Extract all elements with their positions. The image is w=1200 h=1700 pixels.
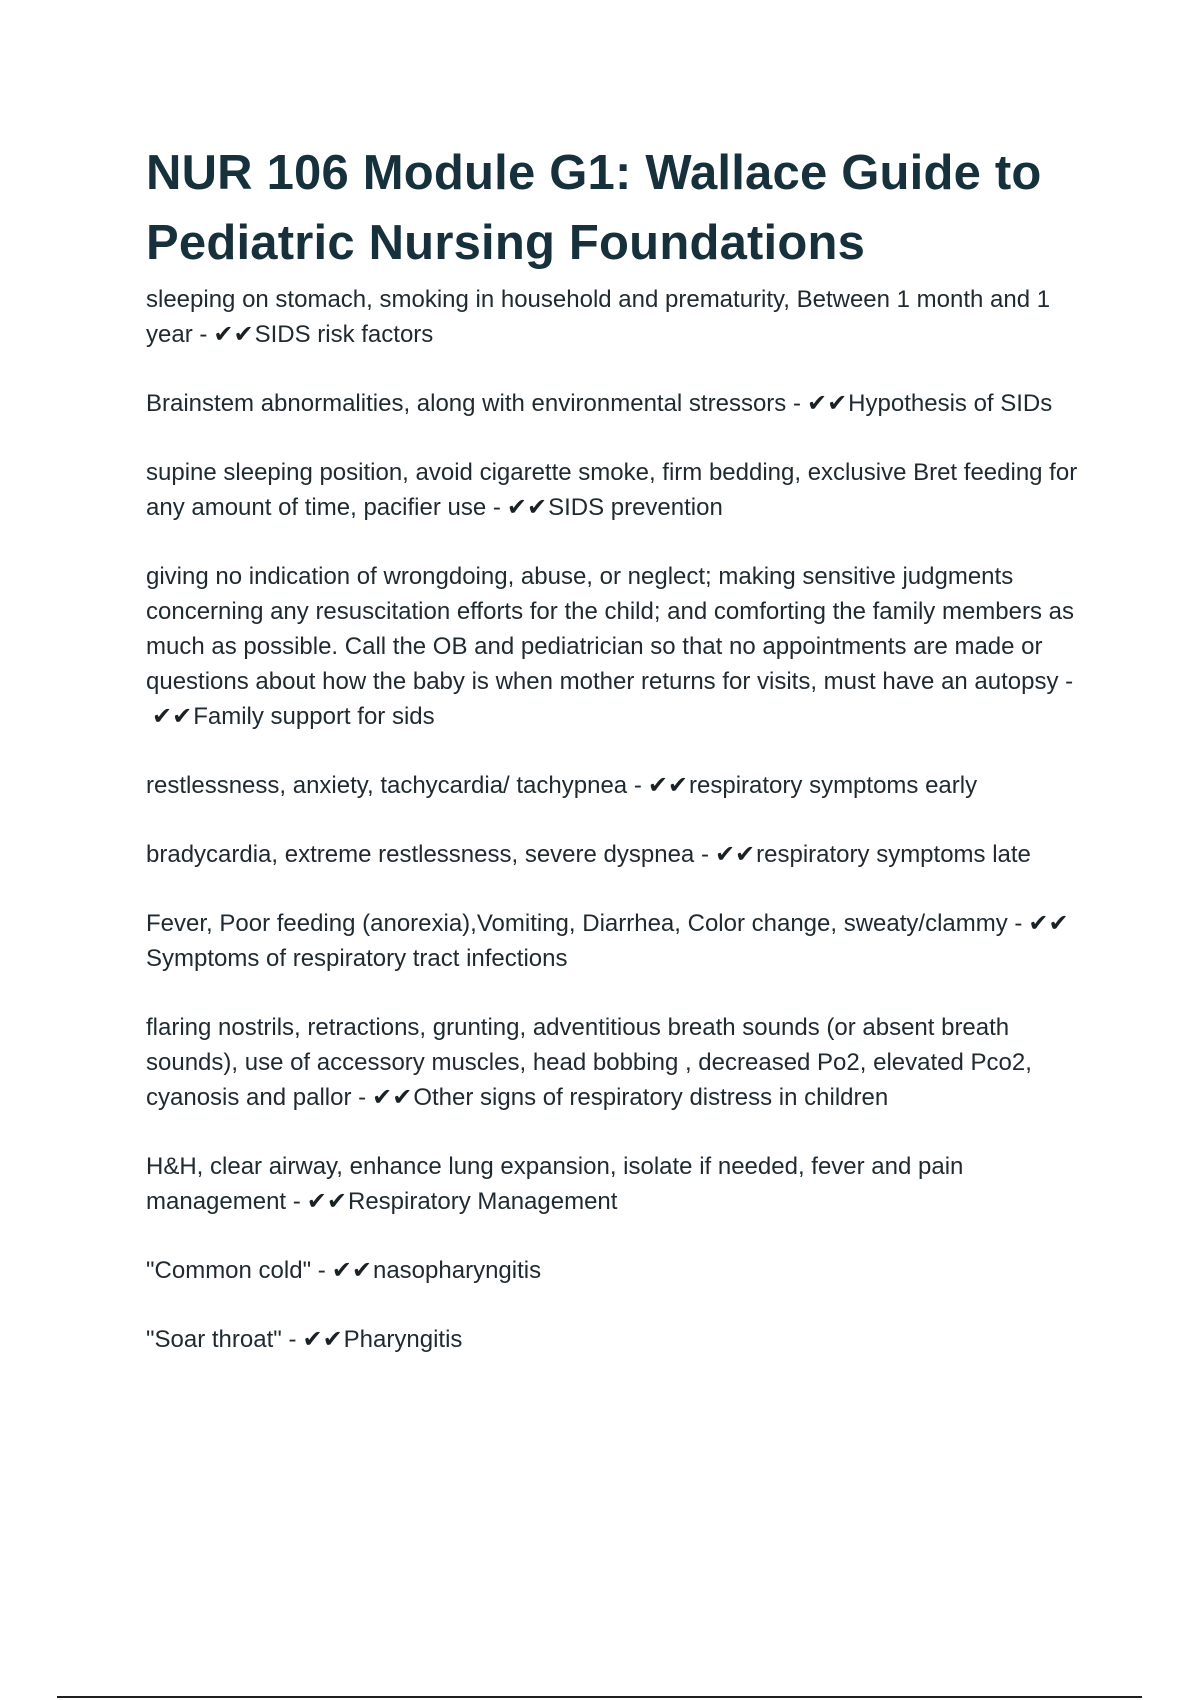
qa-prompt: "Soar throat" <box>146 1326 282 1353</box>
qa-prompt: "Common cold" <box>146 1257 312 1284</box>
qa-prompt: flaring nostrils, retractions, grunting, adventitious breath sounds (or absent breath sounds), use of accessory muscles, head bobbing , decreased Po2, elevated Pco2, cyanosis and pallor <box>146 1014 1032 1111</box>
qa-item <box>146 1322 1096 1357</box>
qa-answer: SIDS prevention <box>548 494 723 521</box>
qa-separator: - <box>633 772 642 799</box>
qa-separator: - <box>288 1326 297 1353</box>
double-check-icon: ✔✔ <box>302 1326 343 1353</box>
document-page <box>146 138 1096 1391</box>
double-check-icon: ✔✔ <box>806 390 848 417</box>
qa-answer: respiratory symptoms early <box>689 772 978 799</box>
qa-answer: Respiratory Management <box>347 1188 618 1215</box>
qa-answer: Family support for sids <box>193 703 435 730</box>
qa-answer: respiratory symptoms late <box>756 841 1031 868</box>
qa-list <box>146 282 1096 1357</box>
qa-separator: - <box>1065 668 1074 695</box>
qa-separator: - <box>492 494 501 521</box>
qa-prompt: bradycardia, extreme restlessness, severe dyspnea <box>146 841 695 868</box>
qa-separator: - <box>292 1188 301 1215</box>
qa-answer: Other signs of respiratory distress in children <box>413 1084 889 1111</box>
footer-divider <box>57 1696 1142 1698</box>
qa-prompt: Fever, Poor feeding (anorexia),Vomiting, Diarrhea, Color change, sweaty/clammy <box>146 910 1008 937</box>
qa-separator: - <box>317 1257 326 1284</box>
qa-item <box>146 1149 1096 1219</box>
qa-item <box>146 768 1096 803</box>
double-check-icon: ✔✔ <box>331 1257 372 1284</box>
qa-answer: Symptoms of respiratory tract infections <box>146 945 568 972</box>
qa-item <box>146 455 1096 525</box>
qa-prompt: restlessness, anxiety, tachycardia/ tachypnea <box>146 772 628 799</box>
double-check-icon: ✔✔ <box>152 703 193 730</box>
double-check-icon: ✔✔ <box>647 772 689 799</box>
qa-answer: Pharyngitis <box>343 1326 463 1353</box>
double-check-icon: ✔✔ <box>506 494 548 521</box>
double-check-icon: ✔✔ <box>372 1084 413 1111</box>
qa-answer: SIDS risk factors <box>254 321 434 348</box>
qa-separator: - <box>358 1084 367 1111</box>
qa-prompt: giving no indication of wrongdoing, abuse, or neglect; making sensitive judgments concerning any resuscitation efforts for the child; and comforting the family members as much as possible. Call the OB and pediatrician so that no appointments are made or questions about how the baby is when mother returns for visits, must have an autopsy <box>146 563 1074 695</box>
qa-prompt: Brainstem abnormalities, along with environmental stressors <box>146 390 787 417</box>
qa-item <box>146 1010 1096 1115</box>
double-check-icon: ✔✔ <box>1028 910 1069 937</box>
qa-separator: - <box>1014 910 1023 937</box>
qa-separator: - <box>700 841 709 868</box>
qa-item <box>146 837 1096 872</box>
double-check-icon: ✔✔ <box>213 321 254 348</box>
qa-prompt: H&H, clear airway, enhance lung expansion, isolate if needed, fever and pain management <box>146 1153 964 1215</box>
double-check-icon: ✔✔ <box>714 841 756 868</box>
qa-answer: nasopharyngitis <box>372 1257 542 1284</box>
qa-separator: - <box>199 321 208 348</box>
qa-prompt: supine sleeping position, avoid cigarette smoke, firm bedding, exclusive Bret feeding for any amount of time, pacifier use <box>146 459 1078 521</box>
document-title: NUR 106 Module G1: Wallace Guide to Pediatric Nursing Foundations <box>146 146 1042 270</box>
qa-item <box>146 559 1096 734</box>
qa-item <box>146 386 1096 421</box>
qa-separator: - <box>792 390 801 417</box>
qa-answer: Hypothesis of SIDs <box>848 390 1053 417</box>
qa-prompt: sleeping on stomach, smoking in household and prematurity, Between 1 month and 1 year <box>146 286 1051 348</box>
qa-item <box>146 282 1096 352</box>
qa-item <box>146 906 1096 976</box>
qa-item <box>146 1253 1096 1288</box>
double-check-icon: ✔✔ <box>306 1188 347 1215</box>
